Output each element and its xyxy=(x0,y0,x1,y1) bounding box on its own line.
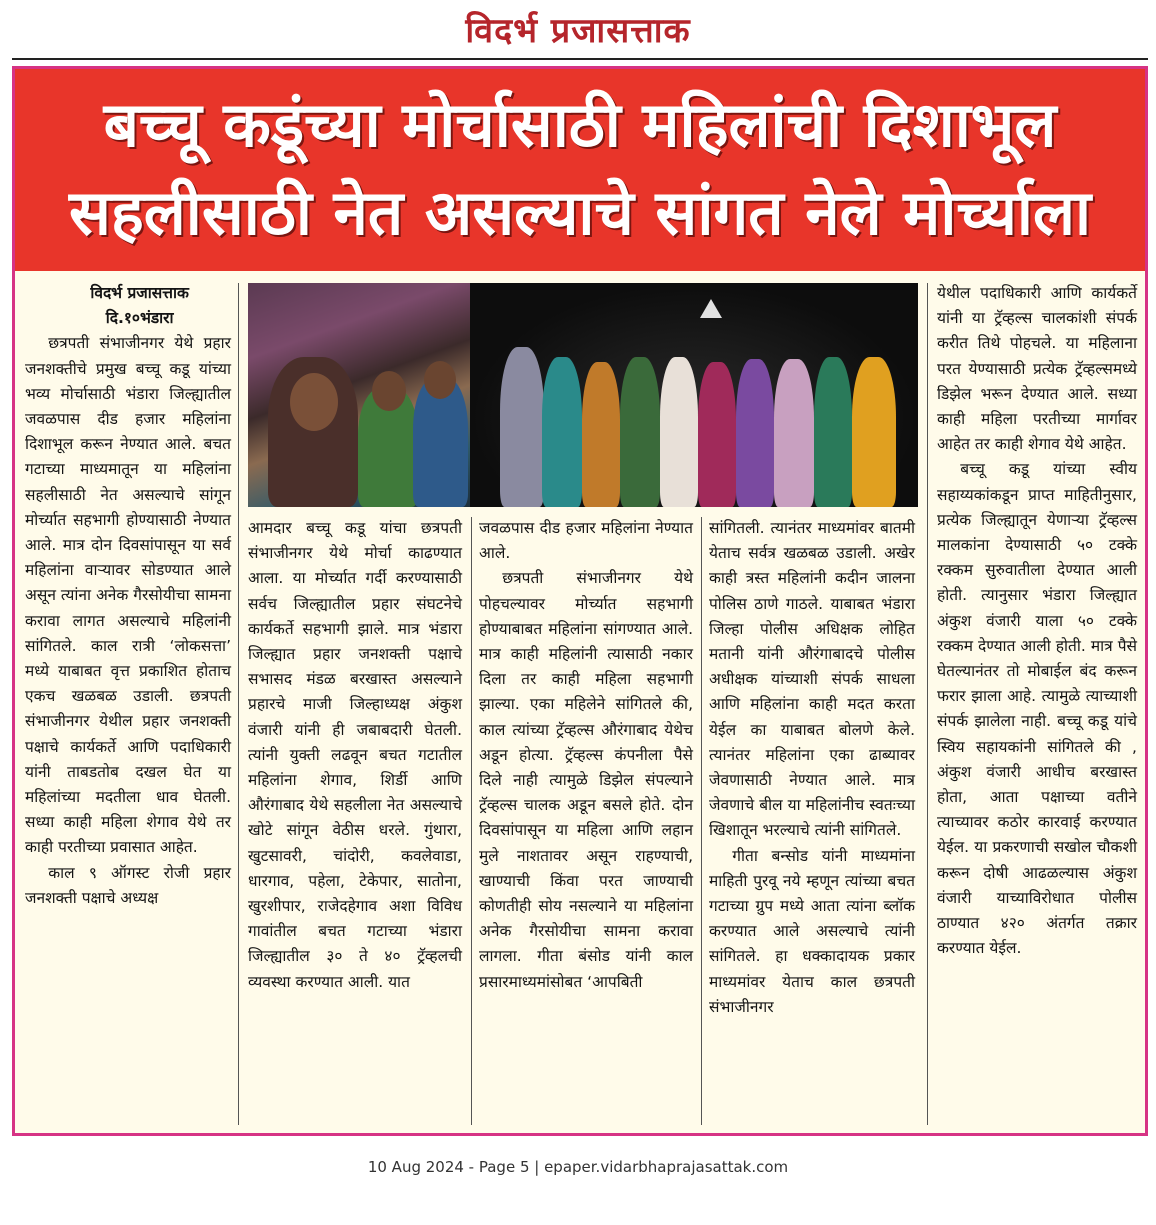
photo-figure xyxy=(698,362,736,507)
photo-figure xyxy=(774,359,814,507)
paragraph: काल ९ ऑगस्ट रोजी प्रहार जनशक्ती पक्षाचे अध्यक्ष xyxy=(25,863,231,907)
road-sign xyxy=(700,299,722,318)
photo-women-group-night xyxy=(470,283,918,507)
photo-figure xyxy=(736,359,774,507)
page-footer: 10 Aug 2024 - Page 5 | epaper.vidarbhaprajasattak.com xyxy=(367,1158,789,1176)
column-divider xyxy=(701,517,702,1125)
photo-figure xyxy=(542,357,582,507)
column-3 xyxy=(479,516,693,995)
photo-figure xyxy=(814,357,852,507)
headline-line-2: सहलीसाठी नेत असल्याचे सांगत नेले मोर्च्याला xyxy=(68,176,1092,249)
photo-figure xyxy=(660,357,698,507)
photo-figure xyxy=(852,357,896,507)
column-divider xyxy=(238,283,239,1125)
paragraph: सांगितली. त्यानंतर माध्यमांवर बातमी येताच सर्वत्र खळबळ उडाली. अखेर काही त्रस्त महिलांनी कदीन जालना पोलिस ठाणे गाठले. याबाबत भंडारा जिल्हा पोलीस अधिक्षक लोहित मतानी यांनी औरंगाबादचे पोलीस अधीक्षक यांच्याशी संपर्क साधला आणि महिलांना काही मदत करता येईल का याबाबत बोलणे केले. त्यानंतर महिलांना एका ढाब्यावर जेवणासाठी नेण्यात आले. मात्र जेवणाचे बील या महिलांनीच स्वतःच्या खिशातून भरल्याचे त्यांनी सांगितले. xyxy=(709,519,915,840)
column-5 xyxy=(937,281,1137,961)
article-card xyxy=(12,66,1148,1136)
column-divider xyxy=(471,517,472,1125)
masthead: विदर्भ प्रजासत्ताक xyxy=(465,11,691,51)
byline-paper: विदर्भ प्रजासत्ताक xyxy=(90,284,189,302)
photo-figure xyxy=(620,357,660,507)
byline-dateline: दि.१०भंडारा xyxy=(105,309,174,328)
paragraph: बच्चू कडू यांच्या स्वीय सहाय्यकांकडून प्राप्त माहितीनुसार, प्रत्येक जिल्ह्यातून येणाऱ्या ट्रॅव्हल्स मालकांना देण्यासाठी ५० टक्के रक्कम सुरुवातीला देण्यात आली होती. त्यानुसार भंडारा जिल्ह्यात अंकुश वंजारी याला ५० टक्के रक्कम देण्यात आली होती. मात्र पैसे घेतल्यानंतर तो मोबाईल बंद करून फरार झाला आहे. त्यामुळे त्याच्याशी संपर्क झालेला नाही. बच्चू कडू यांचे स्विय सहायकांनी सांगितले की , अंकुश वंजारी आधीच बरखास्त होता, आता पक्षाच्या वतीने त्याच्यावर कठोर कारवाई करण्यात येईल. या प्रकरणाची सखोल चौकशी करून दोषी आढळल्यास अंकुश वंजारी याच्याविरोधात पोलीस ठाण्यात ४२० अंतर्गत तक्रार करण्यात येईल. xyxy=(937,460,1137,958)
photo-figure xyxy=(290,373,338,431)
headline-banner xyxy=(15,69,1145,271)
paragraph: येथील पदाधिकारी आणि कार्यकर्ते यांनी या ट्रॅव्हल्स चालकांशी संपर्क करीत तिथे पोहचले. या महिलाना परत येण्यासाठी प्रत्येक ट्रॅव्हल्समध्ये डिझेल भरून देण्यात आले. सध्या काही महिला परतीच्या मार्गावर आहेत तर काही शेगाव येथे आहेत. xyxy=(937,284,1137,454)
photo-figure xyxy=(424,361,456,399)
paragraph: गीता बन्सोड यांनी माध्यमांना माहिती पुरवू नये म्हणून त्यांच्या बचत गटाच्या ग्रुप मध्ये आता त्यांना ब्लॉक करण्यात आले असल्याचे त्यांनी सांगितले. हा धक्कादायक प्रकार माध्यमांवर येताच काल छत्रपती संभाजीनगर xyxy=(709,846,915,1016)
column-4 xyxy=(709,516,915,1020)
masthead-rule xyxy=(12,58,1148,60)
column-divider xyxy=(927,283,928,1125)
photo-figure xyxy=(582,362,620,507)
photo-figure xyxy=(372,371,406,411)
column-2 xyxy=(248,516,462,995)
column-1 xyxy=(25,281,231,911)
paragraph: छत्रपती संभाजीनगर येथे पोहचल्यावर मोर्च्यात सहभागी होण्याबाबत महिलांना सांगण्यात आले. मात्र काही महिलांनी त्यासाठी नकार दिला तर काही महिला सहभागी झाल्या. एका महिलेने सांगितले की, काल त्यांच्या ट्रॅव्हल्स औरंगाबाद येथेच अडून होत्या. ट्रॅव्हल्स कंपनीला पैसे दिले नाही त्यामुळे डिझेल संपल्याने ट्रॅव्हल्स चालक अडून बसले होते. दोन दिवसांपासून या महिला आणि लहान मुले नाशतावर असून राहण्याची, खाण्याची किंवा परत जाण्याची कोणतीही सोय नसल्याने या महिलांना अनेक गैरसोयीचा सामना करावा लागला. गीता बंसोड यांनी काल प्रसारमाध्यमांसोबत ‘आपबिती xyxy=(479,569,693,991)
photo-women-in-bus xyxy=(248,283,470,507)
paragraph: छत्रपती संभाजीनगर येथे प्रहार जनशक्तीचे प्रमुख बच्चू कडू यांच्या भव्य मोर्चासाठी भंडारा जिल्ह्यातील जवळपास दीड हजार महिलांना दिशाभूल करून नेण्यात आले. बचत गटाच्या माध्यमातून या महिलांना सहलीसाठी नेत असल्याचे सांगून मोर्च्यात सहभागी होण्यासाठी नेण्यात आले. मात्र दोन दिवसांपासून या सर्व महिलांना वाऱ्यावर सोडण्यात आले असून त्यांना अनेक गैरसोयीचा सामना करावा लागत असल्याचे महिलांनी सांगितले. काल रात्री ‘लोकसत्ता’ मध्ये याबाबत वृत्त प्रकाशित होताच एकच खळबळ उडाली. छत्रपती संभाजीनगर येथील प्रहार जनशक्ती पक्षाचे कार्यकर्ते आणि पदाधिकारी यांनी ताबडतोब दखल घेत या महिलांच्या मदतीला धाव घेतली. सध्या काही महिला शेगाव येथे तर काही परतीच्या प्रवासात आहेत. xyxy=(25,334,231,857)
paragraph: आमदार बच्चू कडू यांचा छत्रपती संभाजीनगर येथे मोर्चा काढण्यात आला. या मोर्च्यात गर्दी करण्यासाठी सर्वच जिल्ह्यातील प्रहार संघटनेचे कार्यकर्ते सहभागी झाले. मात्र भंडारा जिल्ह्यात प्रहार जनशक्ती पक्षाचे सभासद मंडळ बरखास्त असल्याने प्रहारचे माजी जिल्हाध्यक्ष अंकुश वंजारी यांनी ही जबाबदारी घेतली. त्यांनी युक्ती लढवून बचत गटातील महिलांना शेगाव, शिर्डी आणि औरंगाबाद येथे सहलीला नेत असल्याचे खोटे सांगून वेठीस धरले. गुंथारा, खुटसावरी, चांदोरी, कवलेवाडा, धारगाव, पहेला, टेकेपार, सातोना, खुरशीपार, राजेदहेगाव अशा विविध गावांतील बचत गटाच्या भंडारा जिल्ह्यातील ३० ते ४० ट्रॅव्हलची व्यवस्था करण्यात आली. यात xyxy=(248,519,462,991)
photo-figure xyxy=(500,347,544,507)
paragraph: जवळपास दीड हजार महिलांना नेण्यात आले. xyxy=(479,519,693,563)
headline-line-1: बच्चू कडूंच्या मोर्चासाठी महिलांची दिशाभूल xyxy=(103,88,1057,161)
